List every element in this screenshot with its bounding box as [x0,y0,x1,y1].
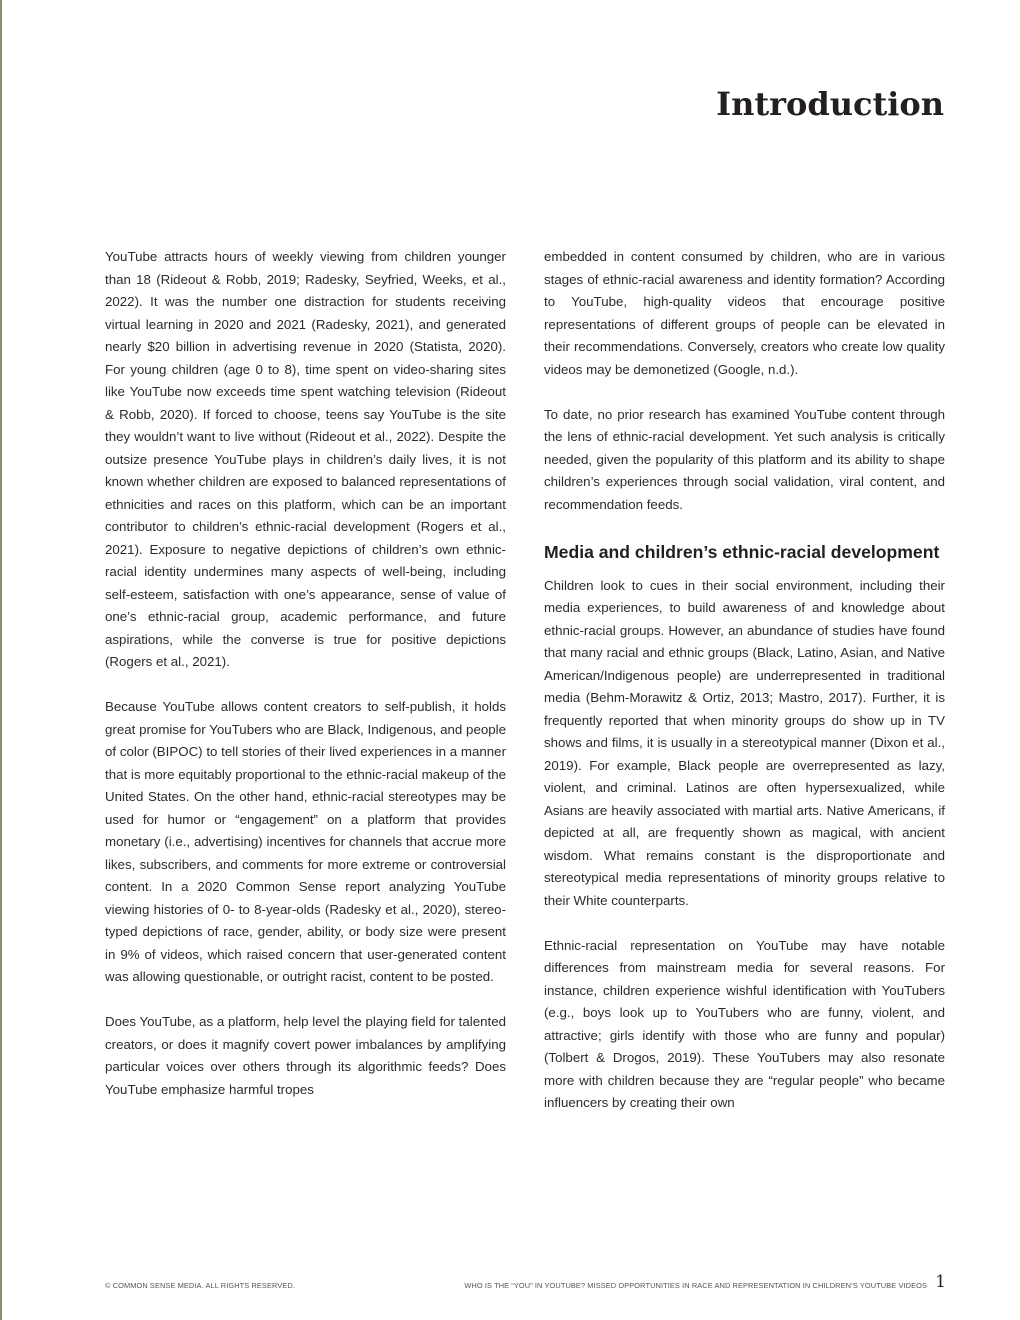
body-paragraph: To date, no prior research has examined YouTube content through the lens of ethnic-racial development. Yet such analysis is critically needed, given the popularity of this platform and its ability to shape children’s experiences through social validation, viral content, and recommendation feeds. [544,406,945,512]
section-heading: Media and children’s ethnic-racial development [544,541,940,562]
page-edge-rule [0,0,2,1320]
body-paragraph: Because YouTube allows content creators to self-publish, it holds great promise for YouTubers who are Black, Indigenous, and people of color (BIPOC) to tell stories of their lived experiences in a manner that is more equitably proportional to the ethnic-racial makeup of the United States. On the other hand, ethnic-racial stereotypes may be used for humor or “engagement” on a platform that provides monetary (i.e., advertising) incentives for channels that accrue more likes, subscribers, and comments for more extreme or controversial content. In a 2020 Common Sense report analyzing YouTube viewing histories of 0- to 8-year-olds (Radesky et al., 2020), stereotyped depictions of race, gender, ability, or body size were present in 9% of videos, which raised concern that user-generated content was allowing questionable, or outright racist, content to be posted. [105,699,506,984]
footer-report-title: WHO IS THE “YOU” IN YOUTUBE? MISSED OPPORTUNITIES IN RACE AND REPRESENTATION IN CHILDREN’S YOUTUBE VIDEOS [464,1281,927,1290]
right-column [544,246,945,1115]
body-paragraph: Ethnic-racial representation on YouTube may have notable differences from mainstream media for several reasons. For instance, children experience wishful identification with YouTubers (e.g., boys look up to YouTubers who are funny, violent, and attractive; girls identify with those who are funny and popular) (Tolbert & Drogos, 2019). These YouTubers may also resonate more with children because they are “regular people” who became influencers by creating their own [544,937,945,1110]
page-title: Introduction [716,85,944,123]
left-column [105,246,506,1101]
footer-copyright: © COMMON SENSE MEDIA. ALL RIGHTS RESERVED. [105,1281,295,1290]
page-number: 1 [935,1272,946,1292]
body-paragraph: YouTube attracts hours of weekly viewing from children younger than 18 (Rideout & Robb, 2019; Radesky, Seyfried, Weeks, et al., 2022). It was the number one distraction for students receiving virtual learning in 2020 and 2021 (Radesky, 2021), and generated nearly $20 billion in advertising revenue in 2020 (Statista, 2020). For young children (age 0 to 8), time spent on video-sharing sites like YouTube now exceeds time spent watching television (Rideout & Robb, 2020). If forced to choose, teens say YouTube is the site they wouldn’t want to live without (Rideout et al., 2022). Despite the outsize presence YouTube plays in children’s daily lives, it is not known whether children are exposed to balanced representations of ethnicities and races on this platform, which can be an important contributor to children’s ethnic-racial development (Rogers et al., 2021). Exposure to negative depictions of children’s own ethnic-racial identity undermines many aspects of well-being, including self-esteem, satisfaction with one’s appearance, sense of value of one’s ethnic-racial group, academic performance, and future aspirations, while the converse is true for positive depictions (Rogers et al., 2021). [105,249,506,669]
body-paragraph: Does YouTube, as a platform, help level the playing field for talented creators, or does it magnify covert power imbalances by amplifying particular voices over others through its algorithmic feeds? Does YouTube emphasize harmful tropes [105,1014,506,1097]
body-paragraph: embedded in content consumed by children, who are in various stages of ethnic-racial awareness and identity formation? According to YouTube, high-quality videos that encourage positive representations of different groups of people can be elevated in their recommendations. Conversely, creators who create low quality videos may be demonetized (Google, n.d.). [544,249,945,377]
body-paragraph: Children look to cues in their social environment, including their media experiences, to build awareness of and knowledge about ethnic-racial groups. However, an abundance of studies have found that many racial and ethnic groups (Black, Latino, Asian, and Native American/Indigenous people) are underrepresented in traditional media (Behm-Morawitz & Ortiz, 2013; Mastro, 2017). Further, it is frequently reported that when minority groups do show up in TV shows and films, it is usually in a stereotypical manner (Dixon et al., 2019). For example, Black people are overrepresented as lazy, violent, and criminal. Latinos are often hypersexualized, while Asians are heavily associated with martial arts. Native Americans, if depicted at all, are frequently shown as magical, with ancient wisdom. What remains constant is the disproportionate and stereotypical media representations of minority groups relative to their White counterparts. [544,577,945,908]
